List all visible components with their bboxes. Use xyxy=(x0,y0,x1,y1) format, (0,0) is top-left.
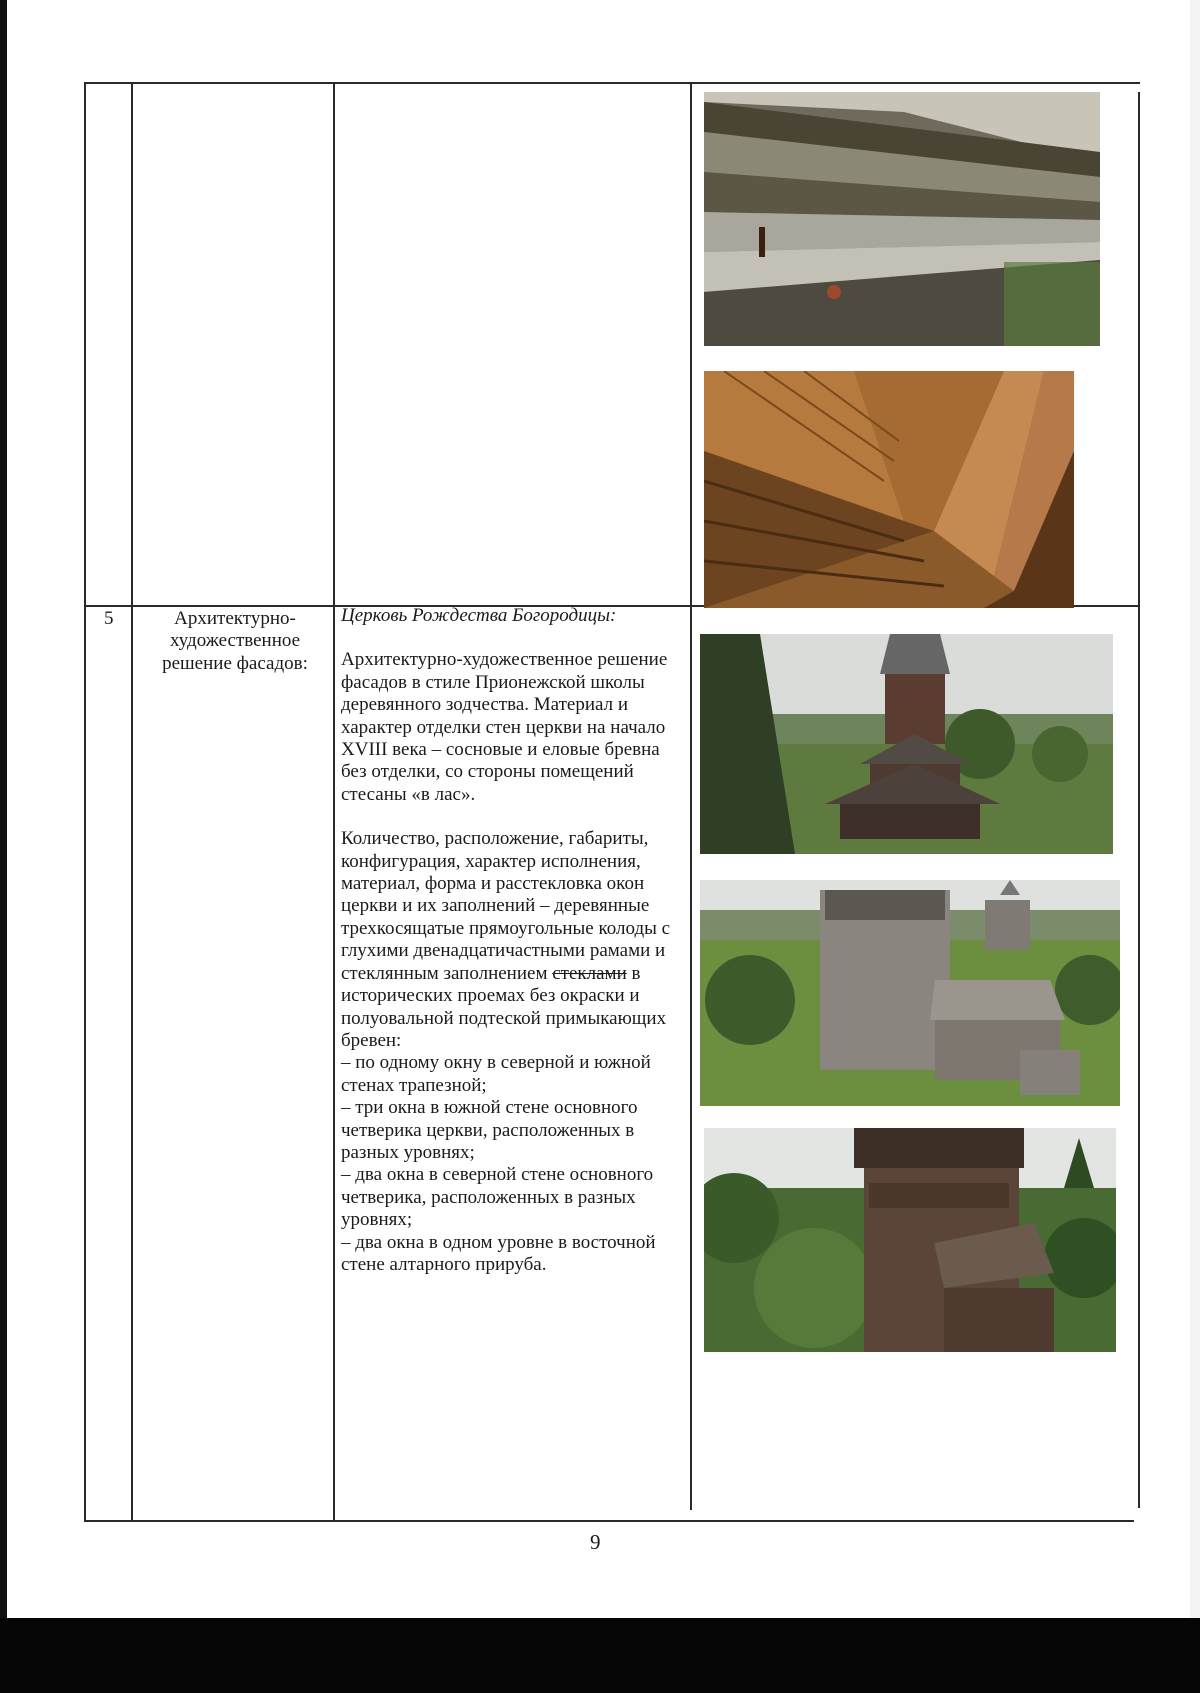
church-aerial-photo-2 xyxy=(700,880,1120,1106)
scan-edge-left xyxy=(0,0,7,1693)
church-title: Церковь Рождества Богородицы: xyxy=(341,605,617,626)
description-paragraph-1: Архитектурно-художественное решение фасадов в стиле Прионежской школы деревянного зодчества. Материал и характер отделки стен церкви на начало XVIII века – сосновые и еловые бревна без отделки, со стороны помещений стесаны «в лас». xyxy=(341,649,668,805)
list-item: – три окна в южной стене основного четверика церкви, расположенных в разных уровнях; xyxy=(341,1097,638,1163)
church-aerial-photo-1 xyxy=(700,634,1113,854)
roof-interior-photo xyxy=(704,371,1074,608)
table-left-border xyxy=(84,82,86,1522)
log-wall-photo xyxy=(704,92,1100,346)
table-right-border xyxy=(1138,92,1140,1508)
page-number: 9 xyxy=(590,1530,601,1554)
list-item: – два окна в одном уровне в восточной стене алтарного прируба. xyxy=(341,1231,656,1275)
scan-edge-right xyxy=(1190,0,1200,1618)
list-item: – два окна в северной стене основного четверика, расположенных в разных уровнях; xyxy=(341,1164,654,1231)
column-divider-2 xyxy=(333,84,335,1520)
church-aerial-photo-3 xyxy=(704,1128,1116,1352)
paragraph-2-start: Количество, расположение, габариты, конфигурация, характер исполнения, материал, форма и расстекловка окон церкви и их заполнений – деревянные трехкосящатые прямоугольные колоды с глухими двенадцатичастными рамами и стеклянным заполнением xyxy=(341,828,671,984)
paragraph-2-end: в исторических проемах без окраски и полуовальной подтеской примыкающих бревен: xyxy=(341,962,667,1051)
row-number: 5 xyxy=(104,608,114,629)
list-item: – по одному окну в северной и южной стенах трапезной; xyxy=(341,1052,651,1096)
windows-list xyxy=(341,1052,686,1276)
column-divider-1 xyxy=(131,84,133,1520)
scan-edge-bottom xyxy=(0,1618,1200,1693)
table-bottom-border xyxy=(84,1520,1134,1522)
characteristic-label: Архитектурно-художественное решение фасадов: xyxy=(162,608,308,674)
description-paragraph-2 xyxy=(341,828,686,1052)
description-cell xyxy=(341,605,686,1276)
column-divider-3 xyxy=(690,84,692,1510)
struck-word: стеклами xyxy=(552,962,627,984)
table-top-border xyxy=(84,82,1140,84)
